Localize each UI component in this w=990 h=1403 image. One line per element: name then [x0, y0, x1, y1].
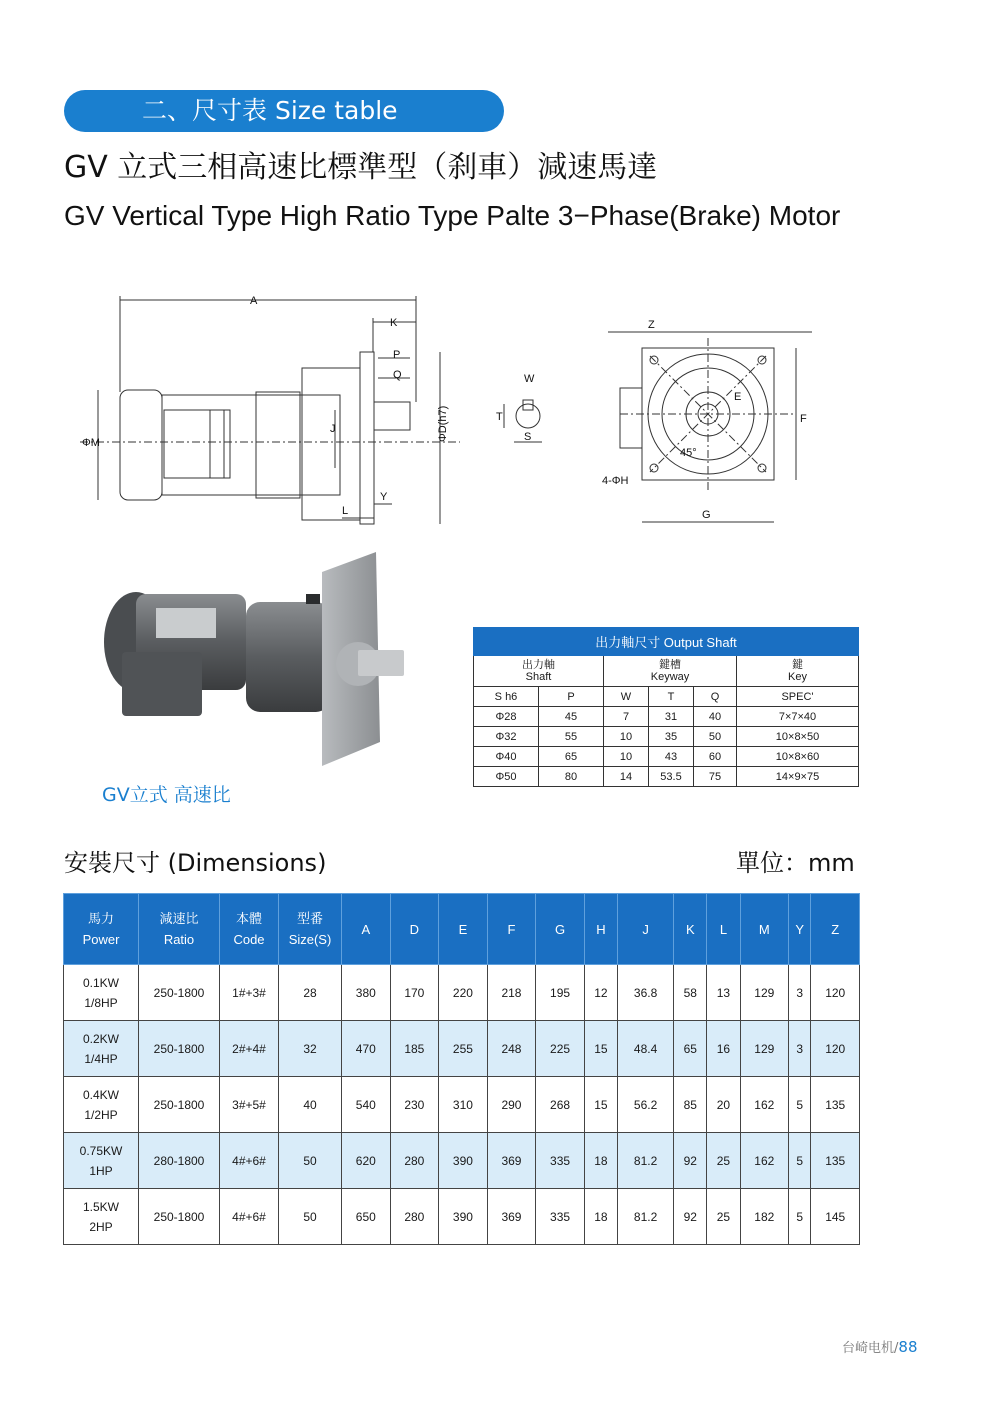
table-cell: 268 — [536, 1077, 585, 1133]
table-cell: 48.4 — [617, 1021, 673, 1077]
table-cell: 1#+3# — [220, 965, 279, 1021]
table-cell: 4#+6# — [220, 1133, 279, 1189]
power-cell: 0.4KW 1/2HP — [64, 1077, 139, 1133]
label-p: P — [393, 349, 401, 361]
table-cell: 250-1800 — [139, 1021, 220, 1077]
label-g: G — [702, 509, 711, 521]
table-cell: 5 — [789, 1133, 811, 1189]
table-cell: 335 — [536, 1133, 585, 1189]
table-cell: 369 — [487, 1133, 536, 1189]
label-e: E — [734, 391, 742, 403]
label-t: T — [496, 411, 503, 423]
label-y: Y — [380, 491, 388, 503]
header-cell: G — [536, 894, 585, 965]
table-row: Φ28 45 7 31 40 7×7×40 — [474, 707, 859, 727]
col-spec: SPEC' — [737, 687, 859, 707]
table-cell: 129 — [740, 965, 789, 1021]
header-cell: E — [439, 894, 488, 965]
header-cell: 馬力 Power — [64, 894, 139, 965]
table-cell: 225 — [536, 1021, 585, 1077]
table-cell: 15 — [584, 1021, 617, 1077]
label-d: ΦD(h7) — [437, 405, 449, 442]
table-cell: 620 — [342, 1133, 391, 1189]
header-cell: M — [740, 894, 789, 965]
table-cell: 15 — [584, 1077, 617, 1133]
table-cell: 20 — [707, 1077, 740, 1133]
label-angle: 45° — [680, 447, 697, 459]
table-cell: 2#+4# — [220, 1021, 279, 1077]
table-cell: 40 — [279, 1077, 342, 1133]
table-row — [64, 1189, 860, 1245]
table-cell: 32 — [279, 1021, 342, 1077]
header-cell: A — [342, 894, 391, 965]
table-cell: 220 — [439, 965, 488, 1021]
table-cell: 5 — [789, 1077, 811, 1133]
table-cell: 182 — [740, 1189, 789, 1245]
header-cell: L — [707, 894, 740, 965]
col-p: P — [539, 687, 604, 707]
table-cell: 85 — [674, 1077, 707, 1133]
table-cell: 390 — [439, 1189, 488, 1245]
header-cell: Z — [811, 894, 860, 965]
gear-motor-photo — [96, 552, 416, 777]
power-cell: 0.1KW 1/8HP — [64, 965, 139, 1021]
dimensions-table — [63, 893, 860, 1245]
table-cell: 18 — [584, 1189, 617, 1245]
table-cell: 145 — [811, 1189, 860, 1245]
table-cell: 195 — [536, 965, 585, 1021]
table-row: Φ50 80 14 53.5 75 14×9×75 — [474, 767, 859, 787]
label-l: L — [342, 505, 349, 517]
col-w: W — [604, 687, 649, 707]
table-cell: 170 — [390, 965, 439, 1021]
power-cell: 0.75KW 1HP — [64, 1133, 139, 1189]
table-cell: 56.2 — [617, 1077, 673, 1133]
shaft-table-title: 出力軸尺寸 Output Shaft — [474, 628, 859, 656]
table-cell: 250-1800 — [139, 1189, 220, 1245]
table-cell: 255 — [439, 1021, 488, 1077]
table-cell: 162 — [740, 1133, 789, 1189]
header-cell: 本體 Code — [220, 894, 279, 965]
table-cell: 218 — [487, 965, 536, 1021]
section-banner: 二、尺寸表 Size table — [64, 90, 504, 132]
table-cell: 120 — [811, 1021, 860, 1077]
header-cell: J — [617, 894, 673, 965]
keyway-group: 鍵槽 Keyway — [604, 656, 737, 687]
table-header — [64, 894, 860, 965]
table-cell: 162 — [740, 1077, 789, 1133]
table-cell: 28 — [279, 965, 342, 1021]
label-w: W — [524, 373, 535, 385]
table-cell: 310 — [439, 1077, 488, 1133]
table-row: Φ40 65 10 43 60 10×8×60 — [474, 747, 859, 767]
table-cell: 290 — [487, 1077, 536, 1133]
label-h: 4-ΦH — [602, 475, 629, 487]
table-cell: 280-1800 — [139, 1133, 220, 1189]
header-cell: 型番 Size(S) — [279, 894, 342, 965]
col-q: Q — [694, 687, 737, 707]
output-shaft-table — [473, 627, 859, 787]
table-cell: 81.2 — [617, 1133, 673, 1189]
table-cell: 250-1800 — [139, 1077, 220, 1133]
dimension-drawing — [80, 292, 840, 532]
col-s: S h6 — [474, 687, 539, 707]
product-title-en: GV Vertical Type High Ratio Type Palte 3−Phase(Brake) Motor — [64, 200, 841, 231]
table-cell: 25 — [707, 1133, 740, 1189]
table-cell: 4#+6# — [220, 1189, 279, 1245]
table-cell: 18 — [584, 1133, 617, 1189]
unit-label: 單位：mm — [736, 849, 855, 877]
table-row: Φ32 55 10 35 50 10×8×50 — [474, 727, 859, 747]
label-m: ΦM — [82, 437, 100, 449]
table-cell: 335 — [536, 1189, 585, 1245]
table-cell: 540 — [342, 1077, 391, 1133]
table-cell: 58 — [674, 965, 707, 1021]
table-cell: 230 — [390, 1077, 439, 1133]
key-group: 鍵 Key — [737, 656, 859, 687]
table-cell: 135 — [811, 1077, 860, 1133]
label-j: J — [330, 423, 336, 435]
label-k: K — [390, 317, 398, 329]
table-cell: 3#+5# — [220, 1077, 279, 1133]
header-cell: K — [674, 894, 707, 965]
product-title-cn: GV 立式三相高速比標準型（刹車）減速馬達 — [64, 150, 658, 185]
table-row — [64, 1021, 860, 1077]
table-cell: 36.8 — [617, 965, 673, 1021]
table-cell: 5 — [789, 1189, 811, 1245]
shaft-group: 出力軸 Shaft — [474, 656, 604, 687]
table-cell: 470 — [342, 1021, 391, 1077]
table-cell: 369 — [487, 1189, 536, 1245]
col-t: T — [649, 687, 694, 707]
table-cell: 81.2 — [617, 1189, 673, 1245]
label-q: Q — [393, 369, 402, 381]
dimensions-heading: 安裝尺寸 (Dimensions) — [64, 849, 327, 877]
table-cell: 135 — [811, 1133, 860, 1189]
header-cell: 減速比 Ratio — [139, 894, 220, 965]
table-cell: 13 — [707, 965, 740, 1021]
table-cell: 380 — [342, 965, 391, 1021]
table-cell: 50 — [279, 1189, 342, 1245]
table-cell: 250-1800 — [139, 965, 220, 1021]
power-cell: 0.2KW 1/4HP — [64, 1021, 139, 1077]
table-row — [64, 1133, 860, 1189]
table-cell: 65 — [674, 1021, 707, 1077]
header-cell: Y — [789, 894, 811, 965]
header-cell: D — [390, 894, 439, 965]
table-cell: 280 — [390, 1133, 439, 1189]
table-cell: 390 — [439, 1133, 488, 1189]
table-cell: 280 — [390, 1189, 439, 1245]
table-cell: 12 — [584, 965, 617, 1021]
table-cell: 92 — [674, 1133, 707, 1189]
table-cell: 16 — [707, 1021, 740, 1077]
table-cell: 120 — [811, 965, 860, 1021]
label-f: F — [800, 413, 807, 425]
power-cell: 1.5KW 2HP — [64, 1189, 139, 1245]
table-cell: 25 — [707, 1189, 740, 1245]
table-cell: 185 — [390, 1021, 439, 1077]
table-row — [64, 965, 860, 1021]
table-cell: 248 — [487, 1021, 536, 1077]
header-cell: F — [487, 894, 536, 965]
table-row — [64, 1077, 860, 1133]
table-cell: 50 — [279, 1133, 342, 1189]
page-footer: 台崎电机/88 — [842, 1338, 918, 1356]
table-cell: 650 — [342, 1189, 391, 1245]
label-z: Z — [648, 319, 655, 331]
table-cell: 3 — [789, 1021, 811, 1077]
photo-caption: GV立式 高速比 — [102, 784, 231, 806]
header-cell: H — [584, 894, 617, 965]
label-s: S — [524, 431, 532, 443]
table-cell: 129 — [740, 1021, 789, 1077]
label-a: A — [250, 295, 258, 307]
table-cell: 92 — [674, 1189, 707, 1245]
table-cell: 3 — [789, 965, 811, 1021]
